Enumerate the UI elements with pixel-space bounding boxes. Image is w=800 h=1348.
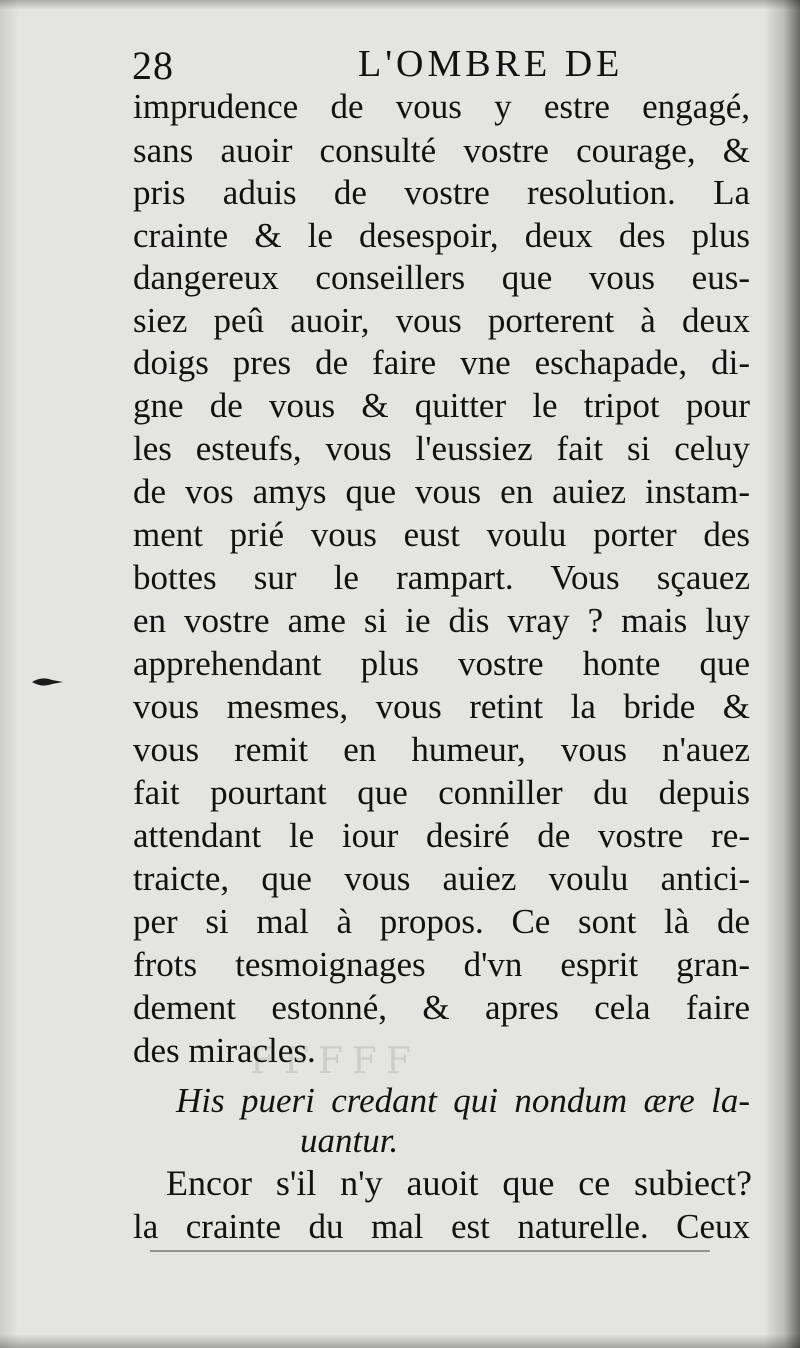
show-through-text: ꟻ ꟻ ꟻ ꟻ ꟻ [250,1041,411,1081]
gutter-shadow [764,0,800,1348]
text-line: attendant le iour desiré de vostre re- [133,816,750,855]
text-line: Encor s'il n'y auoit que ce subiect? [166,1163,752,1203]
text-line: en vostre ame si ie dis vray ? mais luy [133,601,750,640]
text-line: de vos amys que vous en auiez instam- [133,472,750,511]
text-line: vous remit en humeur, vous n'auez [133,730,750,769]
text-line: crainte & le desespoir, deux des plus [133,216,750,255]
text-line: les esteufs, vous l'eussiez fait si celuy [133,429,750,468]
text-line: siez peû auoir, vous porterent à deux [133,301,750,340]
text-line: des miracles. [133,1031,316,1070]
text-line: sans auoir consulté vostre courage, & [133,131,750,170]
page-number: 28 [132,43,174,88]
text-line: per si mal à propos. Ce sont là de [133,902,750,941]
text-line: gne de vous & quitter le tripot pour [133,386,750,425]
page-left-edge-shading [0,0,18,1348]
text-line: bottes sur le rampart. Vous sçauez [133,558,750,597]
text-line: traicte, que vous auiez voulu antici- [133,859,750,898]
text-line: imprudence de vous y estre engagé, [133,87,750,126]
text-line: dangereux conseillers que vous eus- [133,258,750,297]
text-line: doigs pres de faire vne eschapade, di- [133,343,750,382]
running-head [132,42,624,92]
page-top-edge-shading [0,0,800,10]
running-title: L'OMBRE DE [358,43,624,85]
text-line: la crainte du mal est naturelle. Ceux [133,1207,750,1246]
latin-verse-line: uantur. [300,1121,399,1160]
text-line: fait pourtant que conniller du depuis [133,773,750,812]
bottom-shadow-line [150,1250,710,1252]
text-line: apprehendant plus vostre honte que [133,644,750,683]
marginal-pointer-mark [30,676,64,688]
latin-verse-line: His pueri credant qui nondum ære la- [176,1081,750,1120]
text-line: dement estonné, & apres cela faire [133,988,750,1027]
text-line: ment prié vous eust voulu porter des [133,515,750,554]
text-line: vous mesmes, vous retint la bride & [133,687,750,726]
text-line: pris aduis de vostre resolution. La [133,173,750,212]
text-line: frots tesmoignages d'vn esprit gran- [133,945,750,984]
page-bottom-edge-shading [0,1334,800,1348]
